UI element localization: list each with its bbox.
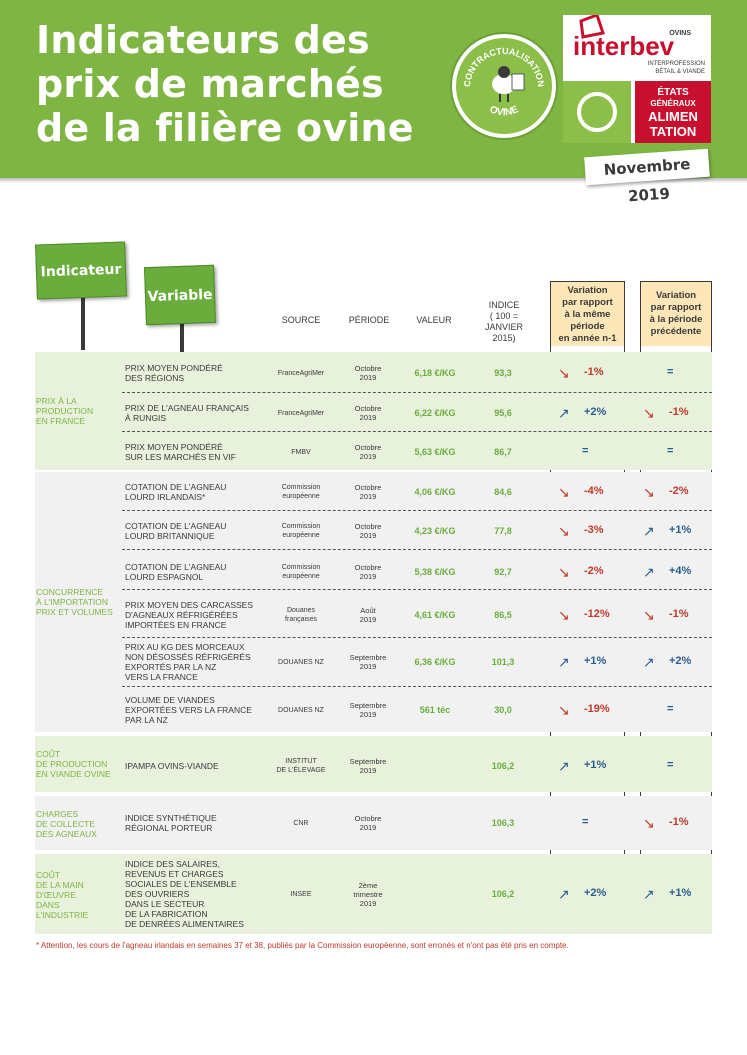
variation-percent: -19%: [584, 703, 610, 715]
variation-percent: +2%: [584, 887, 607, 899]
period-label: 2ème trimestre 2019: [353, 880, 383, 908]
row-separator: [122, 510, 712, 511]
period-label: Septembre 2019: [349, 757, 387, 775]
page-title: [36, 18, 456, 150]
arrow-up-icon: ↗: [643, 523, 655, 539]
variation-percent: -12%: [584, 608, 610, 620]
arrow-down-icon: ↘: [558, 702, 570, 718]
variation-n1-cell: [550, 406, 640, 420]
interbev-logo: [563, 15, 711, 143]
variation-n1-cell: [550, 703, 640, 717]
source-label: FMBV: [291, 448, 311, 456]
arrow-up-icon: ↗: [558, 405, 570, 421]
row-separator: [122, 431, 712, 432]
variation-percent: -1%: [669, 608, 689, 620]
period-label: Octobre 2019: [354, 364, 382, 382]
index-cell: 92,7: [494, 567, 512, 577]
sheep-head-icon: [498, 66, 510, 78]
variation-percent: +2%: [584, 406, 607, 418]
value-cell: 4,06 €/KG: [414, 487, 456, 497]
table-row: [35, 754, 712, 778]
index-cell: 106,2: [491, 761, 515, 771]
arrow-down-icon: ↘: [558, 365, 570, 381]
variable-label: VOLUME DE VIANDES EXPORTÉES VERS LA FRANCE PAR LA NZ: [125, 695, 252, 725]
equal-sign: =: [582, 816, 589, 828]
index-cell: 106,3: [491, 818, 515, 828]
index-cell: 93,3: [494, 368, 512, 378]
arrow-down-icon: ↘: [558, 564, 570, 580]
category-collection: CHARGES DE COLLECTE DES AGNEAUX: [36, 809, 97, 839]
title-line-3: de la filière ovine: [36, 106, 414, 150]
value-cell: 561 téc: [419, 705, 451, 715]
variable-label: COTATION DE L'AGNEAU LOURD ESPAGNOL: [125, 562, 227, 582]
row-separator: [122, 549, 712, 550]
variation-n1-cell: [550, 524, 640, 538]
table-row: [35, 516, 712, 546]
table-row: [35, 642, 712, 682]
variable-label: IPAMPA OVINS-VIANDE: [125, 761, 219, 771]
table-row: [35, 398, 712, 428]
period-label: Octobre 2019: [354, 563, 382, 581]
variation-percent: +1%: [669, 524, 692, 536]
svg-text:OVINS: OVINS: [669, 30, 691, 37]
index-cell: 106,2: [491, 889, 515, 899]
period-label: Octobre 2019: [354, 814, 382, 832]
index-cell: 30,0: [494, 705, 512, 715]
source-label: Commission européenne: [281, 523, 321, 539]
value-cell: 4,61 €/KG: [414, 610, 456, 620]
source-label: DOUANES NZ: [278, 706, 324, 714]
svg-text:ALIMEN: ALIMEN: [648, 109, 698, 124]
variable-sign: Variable: [144, 265, 216, 325]
variation-n1-cell: [550, 445, 640, 459]
equal-sign: =: [667, 366, 674, 378]
variation-n1-cell: [550, 816, 640, 830]
variation-n1-cell: [550, 565, 640, 579]
arrow-up-icon: ↗: [558, 758, 570, 774]
variation-prev-cell: [639, 366, 711, 380]
row-separator: [122, 589, 712, 590]
variation-n1-cell: [550, 485, 640, 499]
variable-label: INDICE SYNTHÉTIQUE RÉGIONAL PORTEUR: [125, 813, 217, 833]
arrow-down-icon: ↘: [558, 484, 570, 500]
variable-label: PRIX MOYEN PONDÉRÉ DES RÉGIONS: [125, 363, 223, 383]
table-row: [35, 597, 712, 633]
variation-n1-cell: [550, 608, 640, 622]
col-variation-prev: Variation par rapport à la période précédente: [641, 282, 711, 346]
variation-percent: +1%: [584, 759, 607, 771]
variation-percent: -2%: [669, 485, 689, 497]
row-separator: [122, 686, 712, 687]
variation-percent: +2%: [669, 655, 692, 667]
row-separator: [122, 637, 712, 638]
variation-percent: -1%: [584, 366, 604, 378]
source-label: DOUANES NZ: [278, 658, 324, 666]
variation-percent: -3%: [584, 524, 604, 536]
title-line-1: Indicateurs des: [36, 18, 370, 62]
variation-n1-cell: [550, 366, 640, 380]
arrow-down-icon: ↘: [643, 484, 655, 500]
category-labour: COÛT DE LA MAIN D'ŒUVRE DANS L'INDUSTRIE: [36, 870, 89, 920]
variation-prev-cell: [639, 703, 711, 717]
table-row: [35, 858, 712, 930]
seal-graphic: [456, 38, 552, 134]
category-import: CONCURRENCE À L'IMPORTATION PRIX ET VOLUMES: [36, 587, 113, 617]
variable-label: PRIX DE L'AGNEAU FRANÇAIS À RUNGIS: [125, 403, 249, 423]
period-label: Septembre 2019: [349, 653, 387, 671]
document-icon: [512, 74, 524, 90]
source-label: INSEE: [290, 890, 312, 898]
source-label: FranceAgriMer: [277, 409, 325, 417]
variation-prev-cell: [639, 445, 711, 459]
variation-n1-cell: [550, 759, 640, 773]
svg-text:TATION: TATION: [649, 124, 697, 139]
variation-prev-cell: [639, 485, 711, 499]
col-period: PÉRIODE: [348, 315, 390, 325]
arrow-down-icon: ↘: [643, 405, 655, 421]
equal-sign: =: [667, 703, 674, 715]
variable-label: COTATION DE L'AGNEAU LOURD IRLANDAIS*: [125, 482, 227, 502]
arrow-up-icon: ↗: [643, 886, 655, 902]
arrow-up-icon: ↗: [643, 564, 655, 580]
table-row: [35, 478, 712, 506]
arrow-down-icon: ↘: [643, 607, 655, 623]
variation-percent: +1%: [584, 655, 607, 667]
variable-label: PRIX MOYEN DES CARCASSES D'AGNEAUX RÉFRIGÉRÉES IMPORTÉES EN FRANCE: [125, 600, 254, 630]
col-value: VALEUR: [416, 315, 452, 325]
variation-prev-cell: [639, 887, 711, 901]
variation-percent: -1%: [669, 816, 689, 828]
arrow-down-icon: ↘: [643, 815, 655, 831]
index-cell: 86,7: [494, 447, 512, 457]
period-label: Septembre 2019: [349, 701, 387, 719]
date-tag: Novembre 2019: [584, 149, 710, 186]
arrow-down-icon: ↘: [558, 523, 570, 539]
category-cost: COÛT DE PRODUCTION EN VIANDE OVINE: [36, 749, 111, 779]
arrow-up-icon: ↗: [558, 886, 570, 902]
period-label: Août 2019: [359, 606, 377, 624]
source-label: Douanes françaises: [285, 607, 317, 623]
value-cell: 6,18 €/KG: [414, 368, 456, 378]
col-source: SOURCE: [281, 315, 321, 325]
variable-label: PRIX AU KG DES MORCEAUX NON DÉSOSSÉS RÉFRIGÉRÉS EXPORTÉS PAR LA NZ VERS LA FRANCE: [125, 642, 251, 682]
partner-logos: [563, 15, 711, 143]
table-row: [35, 811, 712, 835]
contractualisation-seal: [452, 34, 556, 138]
table-row: [35, 557, 712, 587]
col-index: INDICE ( 100 = JANVIER 2015): [484, 300, 523, 343]
variation-prev-cell: [639, 608, 711, 622]
value-cell: 5,38 €/KG: [414, 567, 456, 577]
index-cell: 95,6: [494, 408, 512, 418]
variation-prev-cell: [639, 655, 711, 669]
source-label: INSTITUT DE L'ÉLEVAGE: [276, 758, 326, 774]
index-cell: 77,8: [494, 526, 512, 536]
source-label: CNR: [293, 819, 309, 827]
category-production: PRIX À LA PRODUCTION EN FRANCE: [36, 396, 94, 426]
index-cell: 101,3: [491, 657, 515, 667]
variable-label: COTATION DE L'AGNEAU LOURD BRITANNIQUE: [125, 521, 227, 541]
variation-percent: +1%: [669, 887, 692, 899]
svg-text:GÉNÉRAUX: GÉNÉRAUX: [650, 99, 696, 108]
equal-sign: =: [667, 445, 674, 457]
svg-text:INTERPROFESSION: INTERPROFESSION: [647, 61, 705, 67]
variation-percent: -2%: [584, 565, 604, 577]
period-label: Octobre 2019: [354, 483, 382, 501]
arrow-up-icon: ↗: [643, 654, 655, 670]
variable-label: INDICE DES SALAIRES, REVENUS ET CHARGES SOCIALES DE L'ENSEMBLE DES OUVRIERS DANS LE SECTEUR DE LA FABRICATION DE DENRÉES ALIMENTAIRES: [125, 859, 244, 929]
source-label: Commission européenne: [281, 564, 321, 580]
variation-percent: -4%: [584, 485, 604, 497]
variation-prev-cell: [639, 524, 711, 538]
variation-prev-cell: [639, 406, 711, 420]
source-label: Commission européenne: [281, 484, 321, 500]
arrow-down-icon: ↘: [558, 607, 570, 623]
period-label: Octobre 2019: [354, 443, 382, 461]
variation-n1-cell: [550, 887, 640, 901]
variation-prev-cell: [639, 565, 711, 579]
variable-label: PRIX MOYEN PONDÉRÉ SUR LES MARCHÉS EN VIF: [125, 442, 236, 462]
variation-prev-cell: [639, 816, 711, 830]
table-row: [35, 437, 712, 467]
equal-sign: =: [582, 445, 589, 457]
svg-text:interbev: interbev: [573, 31, 675, 61]
variation-prev-cell: [639, 759, 711, 773]
value-cell: 6,22 €/KG: [414, 408, 456, 418]
indicator-sign: Indicateur: [35, 241, 127, 299]
value-cell: 4,23 €/KG: [414, 526, 456, 536]
table-row: [35, 358, 712, 388]
svg-text:ÉTATS: ÉTATS: [657, 87, 689, 98]
value-cell: 5,63 €/KG: [414, 447, 456, 457]
index-cell: 84,6: [494, 487, 512, 497]
period-label: Octobre 2019: [354, 404, 382, 422]
col-variation-n1: Variation par rapport à la même période en année n-1: [551, 282, 624, 346]
variation-n1-cell: [550, 655, 640, 669]
variation-percent: +4%: [669, 565, 692, 577]
value-cell: 6,36 €/KG: [414, 657, 456, 667]
arrow-up-icon: ↗: [558, 654, 570, 670]
seal-top-text: CONTRACTUALISATION: [461, 45, 547, 88]
row-separator: [122, 392, 712, 393]
index-cell: 86,5: [494, 610, 512, 620]
seal-bottom-text: OVINE: [487, 104, 521, 119]
equal-sign: =: [667, 759, 674, 771]
variation-percent: -1%: [669, 406, 689, 418]
variable-sign-post: [180, 322, 184, 352]
indicator-sign-post: [81, 296, 85, 350]
source-label: FranceAgriMer: [277, 369, 325, 377]
table-row: [35, 692, 712, 728]
period-label: Octobre 2019: [354, 522, 382, 540]
title-line-2: prix de marchés: [36, 62, 384, 106]
svg-text:BÉTAIL & VIANDE: BÉTAIL & VIANDE: [655, 69, 705, 75]
footnote: * Attention, les cours de l'agneau irlandais en semaines 37 et 38, publiés par la Commission européenne, sont erronés et n'ont pas été pris en compte.: [36, 941, 569, 950]
